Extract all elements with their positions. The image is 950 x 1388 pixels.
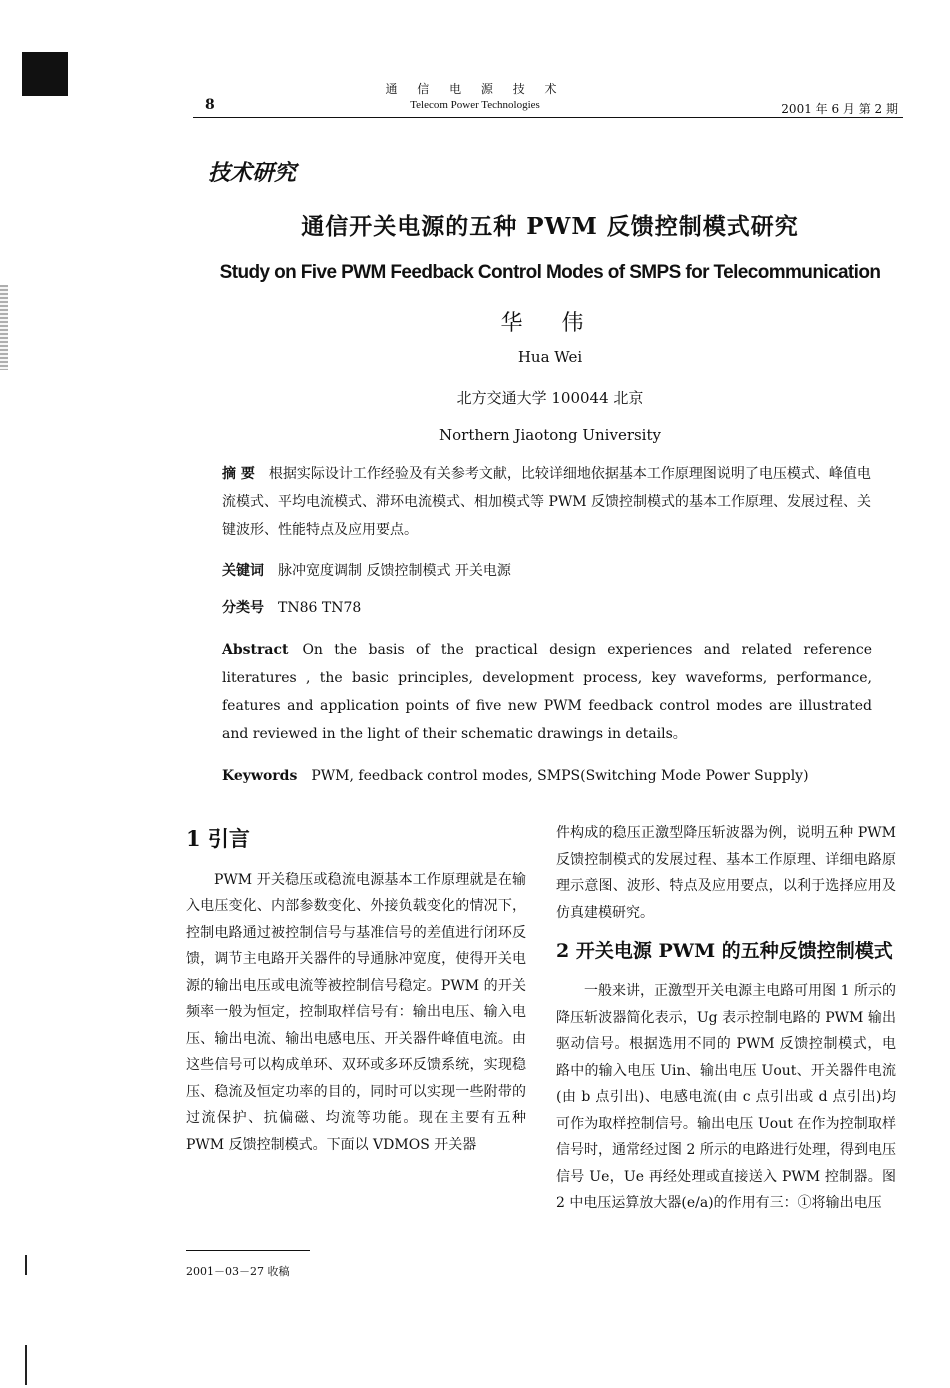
abstract-en-label: Abstract bbox=[222, 642, 289, 658]
section-2-paragraph: 一般来讲，正激型开关电源主电路可用图 1 所示的降压斩波器简化表示，Ug 表示控制电路的 PWM 输出驱动信号。根据选用不同的 PWM 反馈控制模式，电路中的输入电压 Uin、输出电压 Uout、开关器件电流(由 b 点引出)、电感电流(由 c 点引出或 d 点引出)均可作为取样控制信号。输出电压 Uout 在作为控制取样信号时，通常经过图 2 所示的电路进行处理，得到电压信号 Ue，Ue 再经处理或直接送入 PWM 控制器。图 2 中电压运算放大器(e/a)的作用有三：①将输出电压 bbox=[556, 983, 896, 1211]
abstract-cn-label: 摘 要 bbox=[222, 466, 255, 482]
keywords-en-label: Keywords bbox=[222, 768, 298, 784]
keywords-cn-label: 关键词 bbox=[222, 563, 264, 579]
section-tag: 技术研究 bbox=[208, 160, 297, 186]
scan-artifact bbox=[25, 1345, 27, 1385]
classification-text: TN86 TN78 bbox=[278, 600, 362, 616]
journal-title-en: Telecom Power Technologies bbox=[410, 99, 540, 111]
affiliation-cn: 北方交通大学 100044 北京 bbox=[456, 389, 644, 407]
keywords-cn-text: 脉冲宽度调制 反馈控制模式 开关电源 bbox=[278, 563, 511, 579]
abstract-en-text: On the basis of the practical design experiences and related reference literatures , the basic principles, development process, key waveforms, performance, features and application points of five new PWM feedback control modes are illustrated and reviewed in the light of their schematic drawings in details。 bbox=[222, 642, 872, 742]
body-column-left bbox=[186, 826, 526, 1158]
keywords-cn bbox=[222, 557, 872, 585]
affiliation-en: Northern Jiaotong University bbox=[439, 426, 661, 444]
section-1-paragraph: PWM 开关稳压或稳流电源基本工作原理就是在输入电压变化、内部参数变化、外接负载变化的情况下，控制电路通过被控制信号与基准信号的差值进行闭环反馈，调节主电路开关器件的导通脉冲宽度，使得开关电源的输出电压或电流等被控制信号稳定。PWM 的开关频率一般为恒定，控制取样信号有：输出电压、输入电压、输出电流、输出电感电压、开关器件峰值电流。由这些信号可以构成单环、双环或多环反馈系统，实现稳压、稳流及恒定功率的目的，同时可以实现一些附带的过流保护、抗偏磁、均流等功能。现在主要有五种 PWM 反馈控制模式。下面以 VDMOS 开关器 bbox=[186, 871, 526, 1153]
paper-title-cn: 通信开关电源的五种 PWM 反馈控制模式研究 bbox=[301, 213, 799, 240]
header-rule bbox=[193, 117, 903, 118]
author-en: Hua Wei bbox=[517, 348, 583, 366]
keywords-en-text: PWM, feedback control modes, SMPS(Switching Mode Power Supply) bbox=[311, 768, 809, 784]
section-1-heading: 1 引言 bbox=[186, 826, 250, 851]
footnote-rule bbox=[186, 1250, 310, 1251]
classification bbox=[222, 594, 872, 622]
abstract-cn-text: 根据实际设计工作经验及有关参考文献，比较详细地依据基本工作原理图说明了电压模式、峰值电流模式、平均电流模式、滞环电流模式、相加模式等 PWM 反馈控制模式的基本工作原理、发展过程、关键波形、性能特点及应用要点。 bbox=[222, 466, 872, 538]
journal-title-cn: 通 信 电 源 技 术 bbox=[385, 82, 565, 96]
scan-artifact bbox=[25, 1255, 27, 1275]
issue-date: 2001 年 6 月 第 2 期 bbox=[781, 102, 898, 116]
received-date-footnote: 2001－03－27 收稿 bbox=[186, 1265, 290, 1278]
body-column-right bbox=[556, 820, 896, 1217]
author-cn: 华 伟 bbox=[500, 311, 600, 336]
classification-label: 分类号 bbox=[222, 600, 264, 616]
abstract-en bbox=[222, 636, 872, 748]
paper-title-en: Study on Five PWM Feedback Control Modes of SMPS for Telecommunication bbox=[219, 262, 881, 283]
page-number: 8 bbox=[205, 97, 215, 113]
keywords-en bbox=[222, 762, 872, 790]
section-2-heading: 2 开关电源 PWM 的五种反馈控制模式 bbox=[556, 940, 893, 962]
paragraph-continuation: 件构成的稳压正激型降压斩波器为例，说明五种 PWM 反馈控制模式的发展过程、基本工作原理、详细电路原理示意图、波形、特点及应用要点，以利于选择应用及仿真建模研究。 bbox=[556, 825, 896, 921]
abstract-cn bbox=[222, 460, 872, 544]
